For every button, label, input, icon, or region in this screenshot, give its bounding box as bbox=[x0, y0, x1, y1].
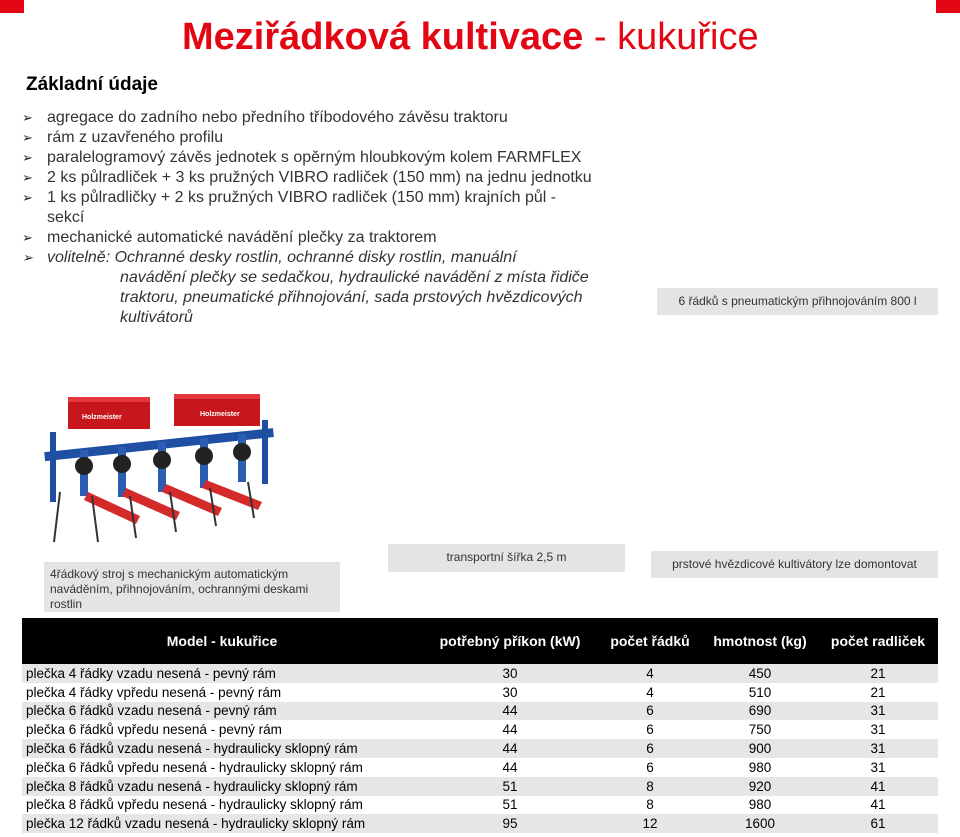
cell-rows: 4 bbox=[646, 684, 654, 700]
cell-model: plečka 8 řádků vzadu nesená - hydraulicky sklopný rám bbox=[22, 777, 422, 796]
cell-power: 95 bbox=[422, 814, 598, 833]
cell-shares: 21 bbox=[818, 664, 938, 683]
cell-weight: 980 bbox=[748, 797, 772, 813]
cell-rows: 4 bbox=[598, 664, 702, 683]
cell-shares: 31 bbox=[870, 759, 886, 775]
cell-power: 44 bbox=[422, 702, 598, 721]
cell-rows: 6 bbox=[598, 702, 702, 721]
cell-weight: 980 bbox=[748, 759, 772, 775]
cell-weight: 450 bbox=[702, 664, 818, 683]
table-row bbox=[22, 796, 938, 815]
cell-shares: 61 bbox=[818, 814, 938, 833]
cell-weight: 750 bbox=[748, 722, 772, 738]
arrow-bullet-icon: ➢ bbox=[22, 250, 33, 265]
cell-weight: 1600 bbox=[702, 814, 818, 833]
cell-shares: 31 bbox=[818, 739, 938, 758]
cell-model: plečka 4 řádky vpředu nesená - pevný rám bbox=[26, 684, 282, 700]
table-header-row bbox=[22, 618, 938, 664]
cell-rows: 6 bbox=[646, 759, 654, 775]
cell-model: plečka 6 řádků vpředu nesená - hydraulicky sklopný rám bbox=[26, 759, 363, 775]
table-row bbox=[22, 702, 938, 721]
cell-model: plečka 12 řádků vzadu nesená - hydraulicky sklopný rám bbox=[22, 814, 422, 833]
cell-shares: 41 bbox=[870, 797, 886, 813]
cell-shares: 21 bbox=[870, 684, 886, 700]
caption-finger-cultivators: prstové hvězdicové kultivátory lze domontovat bbox=[651, 551, 938, 578]
corner-red-bar-left bbox=[0, 0, 24, 13]
list-item: ➢ 1 ks půlradličky + 2 ks pružných VIBRO radliček (150 mm) krajních půl - sekcí bbox=[22, 189, 557, 226]
title-main: Meziřádková kultivace bbox=[182, 16, 584, 58]
feature-list bbox=[22, 108, 597, 328]
cell-power: 44 bbox=[502, 759, 518, 775]
cell-model: plečka 4 řádky vzadu nesená - pevný rám bbox=[22, 664, 422, 683]
cell-rows: 8 bbox=[598, 777, 702, 796]
cell-weight: 690 bbox=[702, 702, 818, 721]
column-header-weight: hmotnost (kg) bbox=[702, 618, 818, 664]
cell-rows: 6 bbox=[598, 739, 702, 758]
cell-model: plečka 6 řádků vzadu nesená - hydraulicky sklopný rám bbox=[22, 739, 422, 758]
list-item: ➢ 2 ks půlradliček + 3 ks pružných VIBRO radliček (150 mm) na jednu jednotku bbox=[22, 169, 592, 186]
cell-rows: 12 bbox=[598, 814, 702, 833]
model-table bbox=[22, 618, 938, 833]
list-item-optional: ➢ volitelně: Ochranné desky rostlin, ochranné disky rostlin, manuální navádění plečky se sedačkou, hydraulické navádění z místa řidiče traktoru, pneumatické přihnojování, sada prstových hvězdicových kultivátorů bbox=[22, 249, 589, 326]
caption-six-rows: 6 řádků s pneumatickým přihnojováním 800 l bbox=[657, 288, 938, 315]
cell-rows: 8 bbox=[646, 797, 654, 813]
cell-model: plečka 6 řádků vzadu nesená - pevný rám bbox=[22, 702, 422, 721]
column-header-power: potřebný příkon (kW) bbox=[422, 618, 598, 664]
arrow-bullet-icon: ➢ bbox=[22, 190, 33, 205]
cell-power: 44 bbox=[422, 739, 598, 758]
cell-power: 30 bbox=[422, 664, 598, 683]
cell-power: 30 bbox=[502, 684, 518, 700]
hopper-brand-logo: Holzmeister bbox=[82, 414, 122, 421]
arrow-bullet-icon: ➢ bbox=[22, 230, 33, 245]
table-row bbox=[22, 777, 938, 796]
cell-power: 51 bbox=[502, 797, 518, 813]
cell-shares: 31 bbox=[818, 702, 938, 721]
arrow-bullet-icon: ➢ bbox=[22, 150, 33, 165]
arrow-bullet-icon: ➢ bbox=[22, 130, 33, 145]
list-item: ➢ mechanické automatické navádění plečky za traktorem bbox=[22, 229, 437, 246]
arrow-bullet-icon: ➢ bbox=[22, 170, 33, 185]
table-row bbox=[22, 758, 938, 777]
table-row bbox=[22, 683, 938, 702]
cell-model: plečka 8 řádků vpředu nesená - hydraulicky sklopný rám bbox=[26, 797, 363, 813]
cell-weight: 920 bbox=[702, 777, 818, 796]
cultivator-machine-photo bbox=[40, 392, 282, 562]
cell-power: 51 bbox=[422, 777, 598, 796]
column-header-shares: počet radliček bbox=[818, 618, 938, 664]
table-row bbox=[22, 720, 938, 739]
caption-four-row-machine: 4řádkový stroj s mechanickým automatickým naváděním, přihnojováním, ochrannými deskami rostlin bbox=[44, 562, 340, 612]
caption-transport-width: transportní šířka 2,5 m bbox=[388, 544, 625, 572]
column-header-rows: počet řádků bbox=[598, 618, 702, 664]
table-row bbox=[22, 739, 938, 758]
title-sub: kukuřice bbox=[617, 16, 759, 58]
cell-weight: 510 bbox=[748, 684, 772, 700]
cell-model: plečka 6 řádků vpředu nesená - pevný rám bbox=[26, 722, 282, 738]
cell-weight: 900 bbox=[702, 739, 818, 758]
section-heading: Základní údaje bbox=[26, 74, 158, 95]
cell-shares: 31 bbox=[870, 722, 886, 738]
hopper-brand-logo: Holzmeister bbox=[200, 411, 240, 418]
title-separator: - bbox=[583, 16, 618, 58]
list-item: ➢ rám z uzavřeného profilu bbox=[22, 129, 224, 146]
table-row bbox=[22, 814, 938, 833]
cell-power: 44 bbox=[502, 722, 518, 738]
cell-rows: 6 bbox=[646, 722, 654, 738]
page-title bbox=[182, 14, 759, 60]
cell-shares: 41 bbox=[818, 777, 938, 796]
corner-red-bar-right bbox=[936, 0, 960, 13]
list-item: ➢ paralelogramový závěs jednotek s opěrným hloubkovým kolem FARMFLEX bbox=[22, 149, 582, 166]
table-row bbox=[22, 664, 938, 683]
arrow-bullet-icon: ➢ bbox=[22, 110, 33, 125]
column-header-model: Model - kukuřice bbox=[22, 618, 422, 664]
list-item: ➢ agregace do zadního nebo předního tříbodového závěsu traktoru bbox=[22, 109, 508, 126]
